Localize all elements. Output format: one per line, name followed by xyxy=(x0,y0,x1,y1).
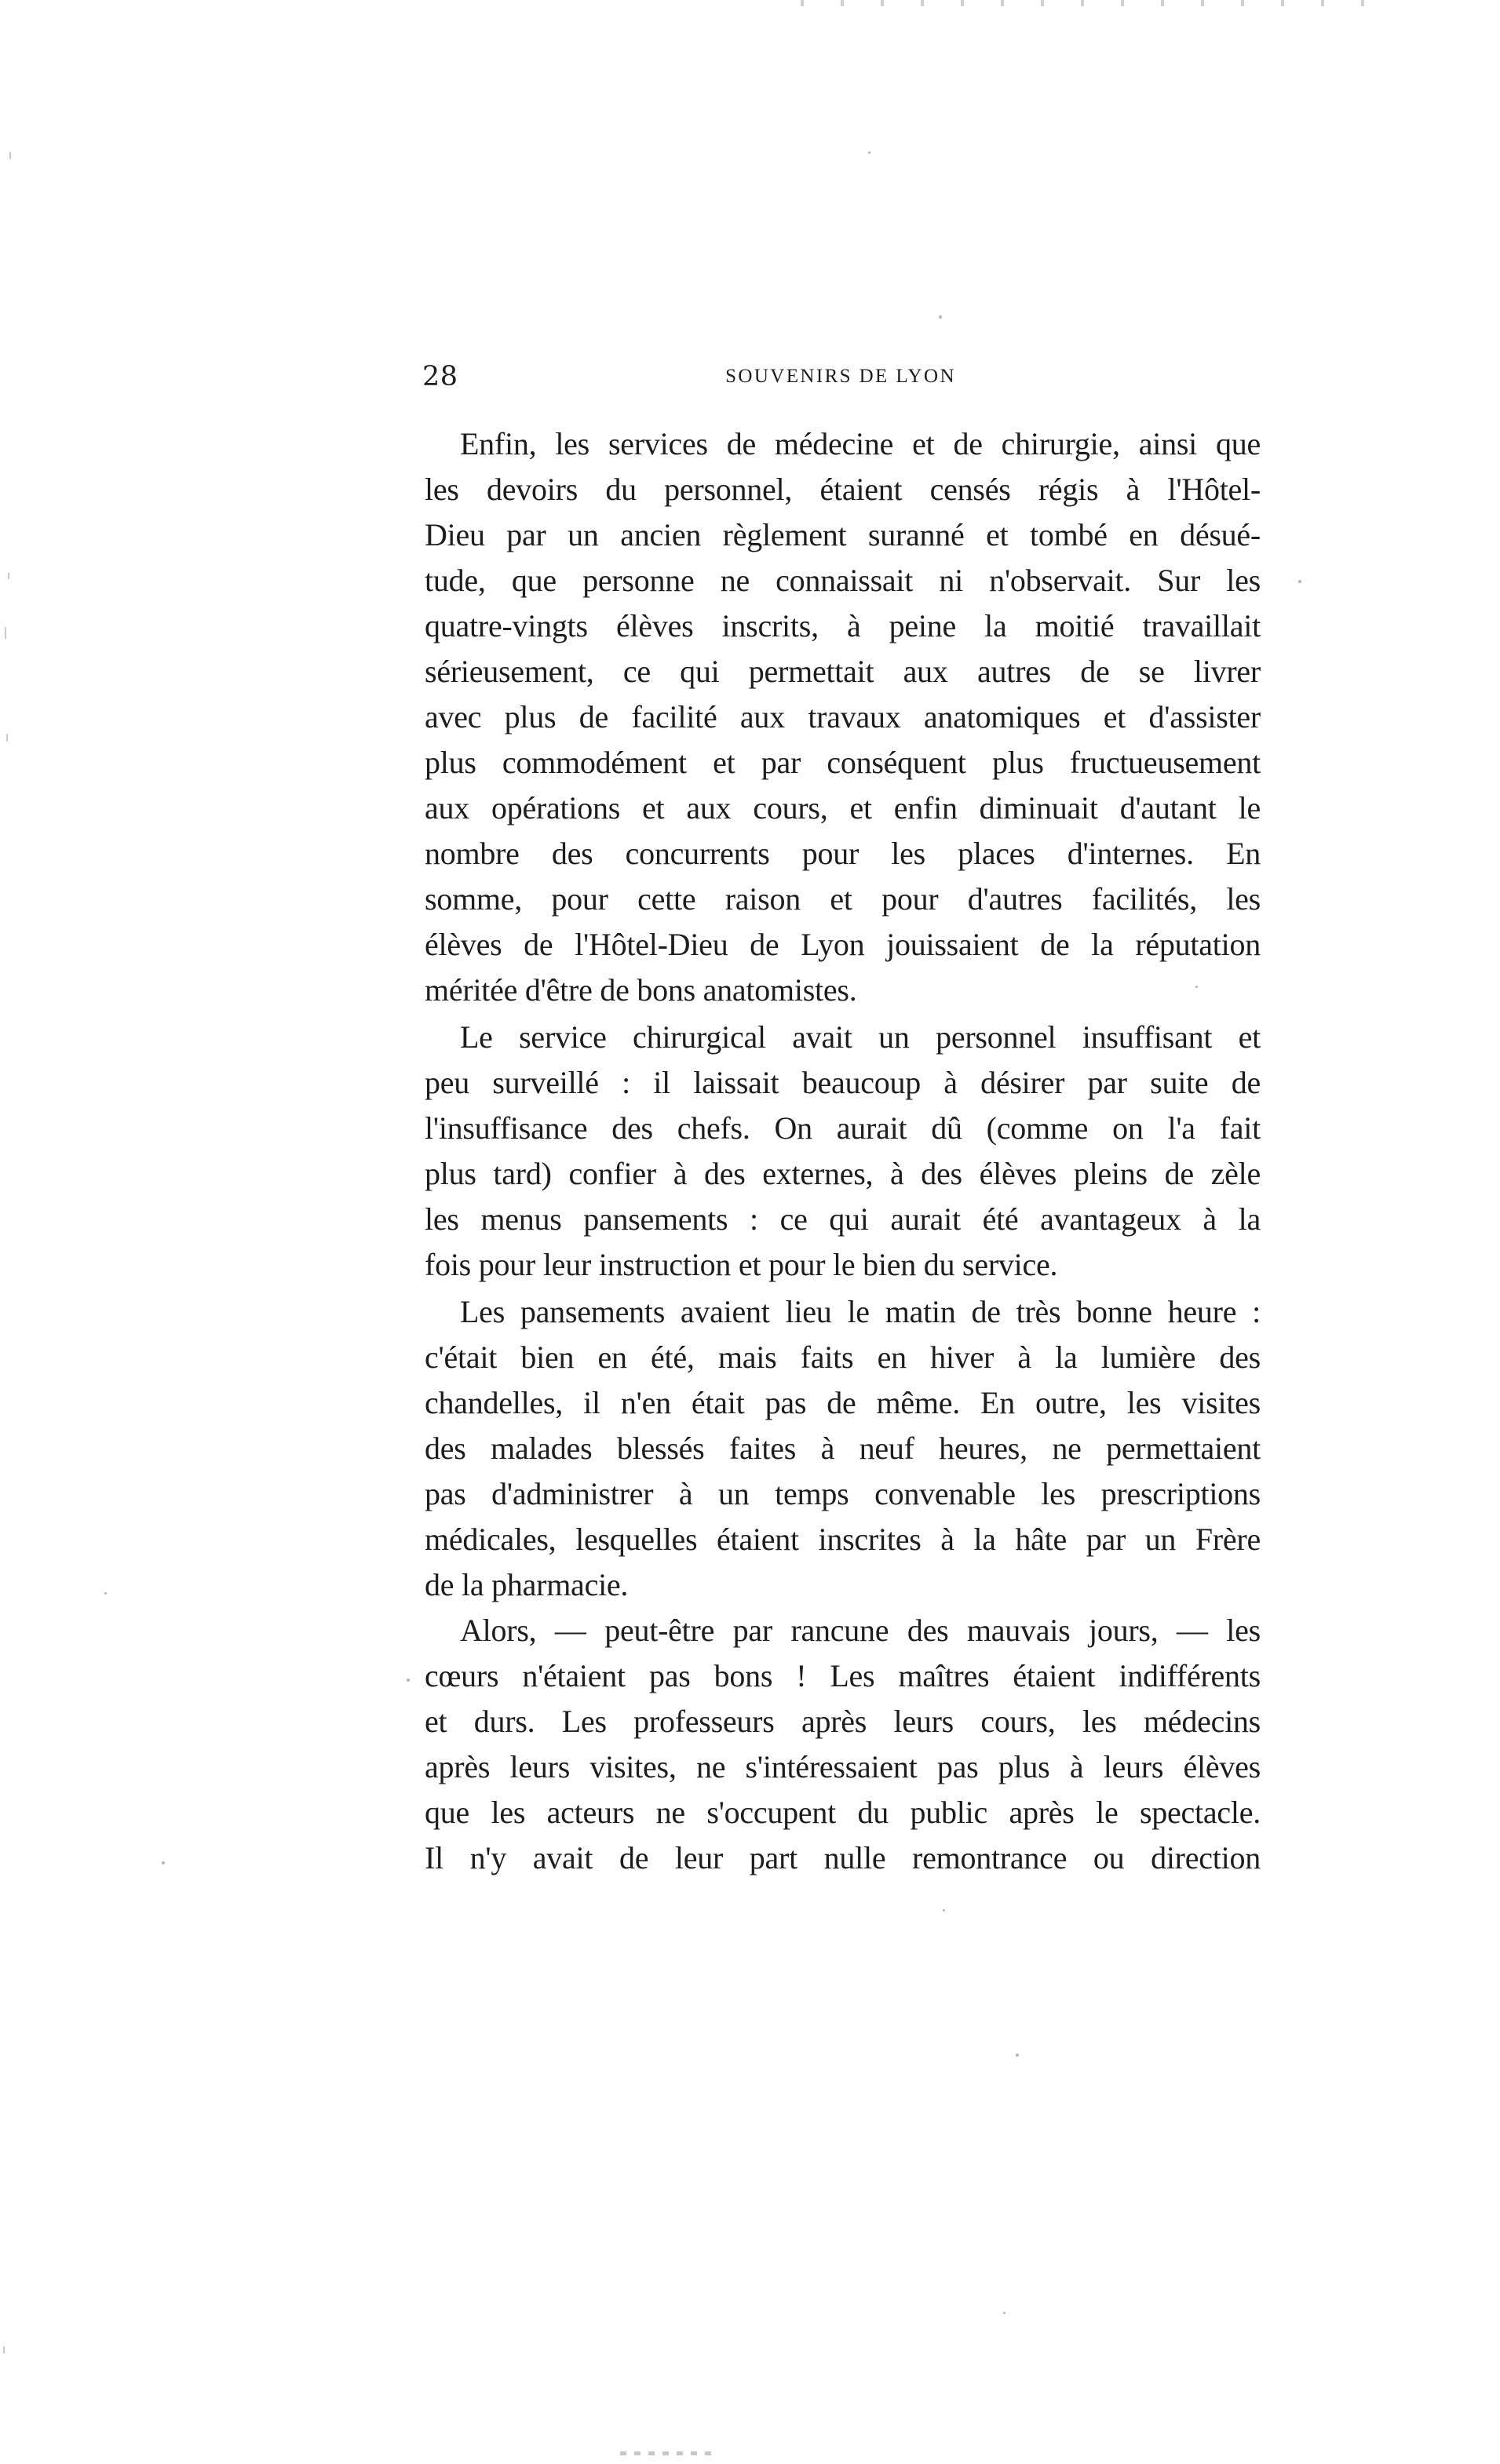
paragraph-line: de la pharmacie. xyxy=(425,1567,629,1602)
paragraph-line: tude, que personne ne connaissait ni n'observait. Sur les xyxy=(425,563,1261,598)
paper-speck xyxy=(104,1592,107,1595)
paragraph-line: chandelles, il n'en était pas de même. En outre, les visites xyxy=(425,1385,1261,1420)
paragraph-line: quatre-vingts élèves inscrits, à peine la moitié travaillait xyxy=(425,608,1261,643)
paper-speck xyxy=(1003,2312,1005,2314)
paragraph-line: l'insuffisance des chefs. On aurait dû (comme on l'a fait xyxy=(425,1110,1261,1146)
paragraph-line: plus commodément et par conséquent plus fructueusement xyxy=(425,745,1261,780)
paper-speck xyxy=(162,1861,165,1864)
paper-speck xyxy=(1298,580,1301,583)
paragraph-line: aux opérations et aux cours, et enfin diminuait d'autant le xyxy=(425,790,1261,826)
paragraph-line: pas d'administrer à un temps convenable les prescriptions xyxy=(425,1476,1261,1511)
paragraph-line: les devoirs du personnel, étaient censés régis à l'Hôtel- xyxy=(425,472,1261,507)
paragraph-line: cœurs n'étaient pas bons ! Les maîtres étaient indifférents xyxy=(425,1658,1261,1693)
paragraph-line: avec plus de facilité aux travaux anatomiques et d'assister xyxy=(425,699,1261,734)
paragraph-line: c'était bien en été, mais faits en hiver à la lumière des xyxy=(425,1340,1261,1375)
paragraph-line: peu surveillé : il laissait beaucoup à désirer par suite de xyxy=(425,1065,1261,1100)
paragraph-line: méritée d'être de bons anatomistes. xyxy=(425,972,857,1008)
paragraph-line: et durs. Les professeurs après leurs cours, les médecins xyxy=(425,1704,1261,1739)
left-margin-scan-mark xyxy=(9,152,11,159)
paragraph-line: Dieu par un ancien règlement suranné et tombé en désué- xyxy=(425,517,1261,552)
paragraph-line: plus tard) confier à des externes, à des élèves pleins de zèle xyxy=(425,1156,1261,1191)
running-title: SOUVENIRS DE LYON xyxy=(725,366,956,387)
left-margin-scan-mark xyxy=(3,2346,5,2353)
paragraph-line: Le service chirurgical avait un personnel insuffisant et xyxy=(460,1019,1261,1055)
paragraph-line: Il n'y avait de leur part nulle remontrance ou direction xyxy=(425,1840,1261,1875)
paragraph-line: après leurs visites, ne s'intéressaient pas plus à leurs élèves xyxy=(425,1749,1261,1784)
paragraph-line: les menus pansements : ce qui aurait été avantageux à la xyxy=(425,1201,1261,1237)
left-margin-scan-mark xyxy=(8,573,9,579)
bottom-edge-scan-noise xyxy=(620,2451,714,2455)
paragraph-line: des malades blessés faites à neuf heures, ne permettaient xyxy=(425,1431,1261,1466)
paper-speck xyxy=(868,151,870,154)
paragraph-line: somme, pour cette raison et pour d'autres facilités, les xyxy=(425,881,1261,917)
paragraph-line: fois pour leur instruction et pour le bien du service. xyxy=(425,1247,1058,1282)
top-edge-scan-noise xyxy=(785,0,1397,6)
left-margin-scan-mark xyxy=(6,734,8,742)
left-margin-scan-mark xyxy=(5,627,6,639)
paragraph-line: sérieusement, ce qui permettait aux autres de se livrer xyxy=(425,654,1261,689)
paragraph-line: élèves de l'Hôtel-Dieu de Lyon jouissaient de la réputation xyxy=(425,927,1261,962)
page-header xyxy=(422,357,1259,398)
paper-speck xyxy=(1016,2054,1019,2057)
page-number: 28 xyxy=(422,361,458,392)
paragraph-line: médicales, lesquelles étaient inscrites à la hâte par un Frère xyxy=(425,1522,1261,1557)
paragraph-line: que les acteurs ne s'occupent du public après le spectacle. xyxy=(425,1795,1261,1830)
paragraph-line: Enfin, les services de médecine et de chirurgie, ainsi que xyxy=(460,426,1261,461)
paper-speck xyxy=(943,1909,945,1912)
paper-speck xyxy=(407,1679,410,1682)
paragraph-line: nombre des concurrents pour les places d'internes. En xyxy=(425,836,1261,871)
paragraph-line: Alors, — peut-être par rancune des mauvais jours, — les xyxy=(460,1613,1261,1648)
book-text-block xyxy=(425,422,1261,1891)
paper-speck xyxy=(939,315,942,319)
paragraph-line: Les pansements avaient lieu le matin de très bonne heure : xyxy=(460,1294,1261,1329)
